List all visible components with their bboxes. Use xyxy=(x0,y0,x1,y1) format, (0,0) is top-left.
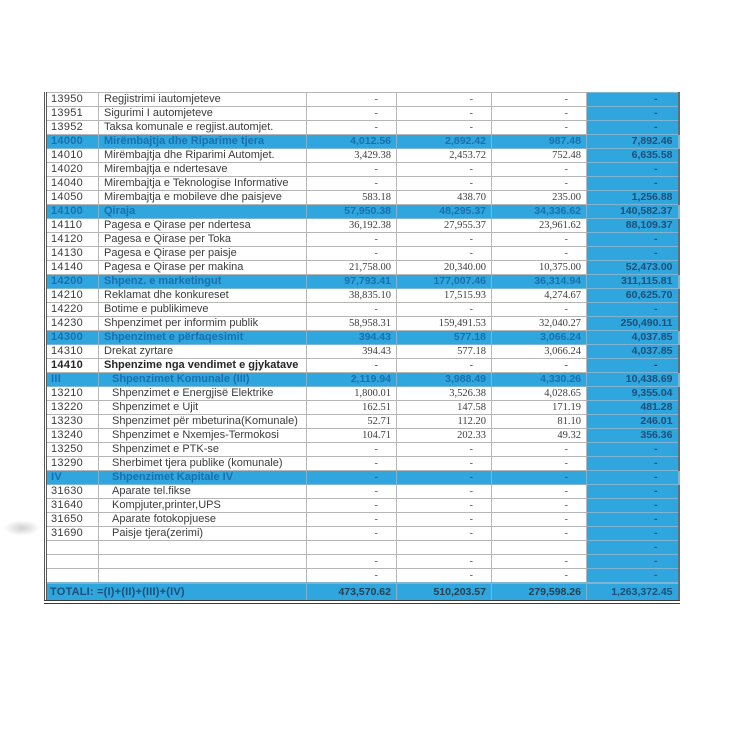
code-cell: 14310 xyxy=(46,345,99,359)
description-cell xyxy=(99,555,307,569)
value-cell-col2: 112.20 xyxy=(397,415,492,429)
value-cell-col1: 57,950.38 xyxy=(307,205,397,219)
code-cell xyxy=(46,569,99,584)
value-cell-col1: 1,800.01 xyxy=(307,387,397,401)
value-cell-col1: 583.18 xyxy=(307,191,397,205)
description-cell: Botime e publikimeve xyxy=(99,303,307,317)
value-cell-col3: - xyxy=(492,513,587,527)
table-row xyxy=(46,177,679,191)
value-cell-col3: 49.32 xyxy=(492,429,587,443)
value-cell-col1: - xyxy=(307,233,397,247)
code-cell: IV xyxy=(46,471,99,485)
value-cell-col3: 235.00 xyxy=(492,191,587,205)
value-cell-col1 xyxy=(307,541,397,555)
code-cell: 13230 xyxy=(46,415,99,429)
value-cell-col2 xyxy=(397,541,492,555)
code-cell: 14410 xyxy=(46,359,99,373)
table-row xyxy=(46,429,679,443)
description-cell: Shpenzimet per informim publik xyxy=(99,317,307,331)
value-cell-col2: - xyxy=(397,443,492,457)
code-cell: 14100 xyxy=(46,205,99,219)
code-cell: 14000 xyxy=(46,135,99,149)
description-cell: Mirëmbajtja dhe Riparimi Automjet. xyxy=(99,149,307,163)
total-cell: - xyxy=(587,121,679,135)
value-cell-col2: - xyxy=(397,359,492,373)
value-cell-col3: 3,066.24 xyxy=(492,345,587,359)
value-cell-col1: 162.51 xyxy=(307,401,397,415)
code-cell: 14050 xyxy=(46,191,99,205)
table-row xyxy=(46,135,679,149)
code-cell: 14230 xyxy=(46,317,99,331)
value-cell-col1: - xyxy=(307,457,397,471)
scan-smudge-artifact xyxy=(4,520,40,536)
value-cell-col1: 394.43 xyxy=(307,345,397,359)
table-row xyxy=(46,555,679,569)
value-cell-col1: - xyxy=(307,359,397,373)
value-cell-col3: - xyxy=(492,93,587,107)
description-cell: Reklamat dhe konkureset xyxy=(99,289,307,303)
total-cell: - xyxy=(587,93,679,107)
total-cell: - xyxy=(587,499,679,513)
code-cell: 14130 xyxy=(46,247,99,261)
total-cell: - xyxy=(587,569,679,584)
description-cell: Aparate fotokopjuese xyxy=(99,513,307,527)
value-cell-col2: 577.18 xyxy=(397,345,492,359)
description-cell: Pagesa e Qirase per ndertesa xyxy=(99,219,307,233)
value-cell-col1: - xyxy=(307,485,397,499)
value-cell-col3: - xyxy=(492,457,587,471)
table-row xyxy=(46,485,679,499)
value-cell-col1: - xyxy=(307,527,397,541)
value-cell-col3 xyxy=(492,541,587,555)
total-cell: 6,635.58 xyxy=(587,149,679,163)
value-cell-col3: - xyxy=(492,303,587,317)
value-cell-col3: 34,336.62 xyxy=(492,205,587,219)
total-cell: 7,892.46 xyxy=(587,135,679,149)
value-cell-col3: - xyxy=(492,471,587,485)
total-value-col2: 510,203.57 xyxy=(397,583,492,602)
table-row xyxy=(46,219,679,233)
table-row xyxy=(46,261,679,275)
total-cell: 60,625.70 xyxy=(587,289,679,303)
description-cell: Shpenzimet Kapitale IV xyxy=(99,471,307,485)
value-cell-col1: 38,835.10 xyxy=(307,289,397,303)
value-cell-col2: - xyxy=(397,93,492,107)
table-row xyxy=(46,373,679,387)
value-cell-col1: 52.71 xyxy=(307,415,397,429)
description-cell xyxy=(99,541,307,555)
table-row xyxy=(46,149,679,163)
total-cell: - xyxy=(587,527,679,541)
value-cell-col1: - xyxy=(307,471,397,485)
total-cell: - xyxy=(587,471,679,485)
description-cell: Mirembajtja e mobileve dhe paisjeve xyxy=(99,191,307,205)
value-cell-col1: 4,012.56 xyxy=(307,135,397,149)
code-cell: 31640 xyxy=(46,499,99,513)
value-cell-col1: 2,119.94 xyxy=(307,373,397,387)
description-cell: Shpenzimet e Ujit xyxy=(99,401,307,415)
value-cell-col2: - xyxy=(397,527,492,541)
total-value-col1: 473,570.62 xyxy=(307,583,397,602)
value-cell-col1: 3,429.38 xyxy=(307,149,397,163)
value-cell-col1: 21,758.00 xyxy=(307,261,397,275)
code-cell: 13220 xyxy=(46,401,99,415)
code-cell: 13950 xyxy=(46,93,99,107)
total-cell: 356.36 xyxy=(587,429,679,443)
value-cell-col2: - xyxy=(397,485,492,499)
value-cell-col2: 3,526.38 xyxy=(397,387,492,401)
total-cell: - xyxy=(587,359,679,373)
table-row xyxy=(46,247,679,261)
value-cell-col2: - xyxy=(397,499,492,513)
code-cell: 14110 xyxy=(46,219,99,233)
table-row xyxy=(46,387,679,401)
value-cell-col2: - xyxy=(397,121,492,135)
table-row xyxy=(46,93,679,107)
total-cell: 1,256.88 xyxy=(587,191,679,205)
value-cell-col3: - xyxy=(492,443,587,457)
code-cell: 31630 xyxy=(46,485,99,499)
value-cell-col3: - xyxy=(492,499,587,513)
total-cell: - xyxy=(587,233,679,247)
value-cell-col2: 177,007.46 xyxy=(397,275,492,289)
table-row xyxy=(46,569,679,584)
value-cell-col2: - xyxy=(397,569,492,584)
code-cell: 14040 xyxy=(46,177,99,191)
code-cell: 13951 xyxy=(46,107,99,121)
description-cell: Shpenzimet e Energjisë Elektrike xyxy=(99,387,307,401)
table-row xyxy=(46,317,679,331)
value-cell-col3: 4,330.26 xyxy=(492,373,587,387)
description-cell: Qiraja xyxy=(99,205,307,219)
total-row xyxy=(46,583,679,602)
description-cell: Pagesa e Qirase per makina xyxy=(99,261,307,275)
code-cell: 14140 xyxy=(46,261,99,275)
value-cell-col1: - xyxy=(307,163,397,177)
description-cell: Sigurimi I automjeteve xyxy=(99,107,307,121)
code-cell: 14220 xyxy=(46,303,99,317)
table-row xyxy=(46,289,679,303)
value-cell-col2: 2,892.42 xyxy=(397,135,492,149)
description-cell: Mirembajtja e ndertesave xyxy=(99,163,307,177)
table-row xyxy=(46,499,679,513)
table-row xyxy=(46,527,679,541)
total-cell: - xyxy=(587,443,679,457)
value-cell-col3: - xyxy=(492,163,587,177)
value-cell-col2: 3,988.49 xyxy=(397,373,492,387)
value-cell-col2: 438.70 xyxy=(397,191,492,205)
value-cell-col3: 3,066.24 xyxy=(492,331,587,345)
value-cell-col3: 32,040.27 xyxy=(492,317,587,331)
table-row xyxy=(46,303,679,317)
table-footer xyxy=(46,583,679,602)
value-cell-col3: - xyxy=(492,233,587,247)
table-row xyxy=(46,205,679,219)
value-cell-col3: 171.19 xyxy=(492,401,587,415)
table-row xyxy=(46,443,679,457)
value-cell-col2: - xyxy=(397,303,492,317)
value-cell-col3: 36,314.94 xyxy=(492,275,587,289)
value-cell-col2: 48,295.37 xyxy=(397,205,492,219)
value-cell-col1: - xyxy=(307,107,397,121)
table-row xyxy=(46,471,679,485)
value-cell-col1: 97,793.41 xyxy=(307,275,397,289)
description-cell: Kompjuter,printer,UPS xyxy=(99,499,307,513)
value-cell-col2: 577.18 xyxy=(397,331,492,345)
value-cell-col3: - xyxy=(492,569,587,584)
expense-spreadsheet xyxy=(44,92,680,604)
table-row xyxy=(46,331,679,345)
table-row xyxy=(46,107,679,121)
code-cell: 14200 xyxy=(46,275,99,289)
total-cell: 4,037.85 xyxy=(587,345,679,359)
value-cell-col1: - xyxy=(307,247,397,261)
value-cell-col1: 58,958.31 xyxy=(307,317,397,331)
value-cell-col2: - xyxy=(397,471,492,485)
total-cell: 88,109.37 xyxy=(587,219,679,233)
description-cell: Sherbimet tjera publike (komunale) xyxy=(99,457,307,471)
description-cell: Shpenzimet e PTK-se xyxy=(99,443,307,457)
description-cell: Shpenzimet e Nxemjes-Termokosi xyxy=(99,429,307,443)
total-cell: - xyxy=(587,303,679,317)
table-row xyxy=(46,345,679,359)
value-cell-col2: - xyxy=(397,163,492,177)
table-row xyxy=(46,191,679,205)
description-cell: Mirembajtja e Teknologise Informative xyxy=(99,177,307,191)
value-cell-col2: 147.58 xyxy=(397,401,492,415)
value-cell-col2: - xyxy=(397,513,492,527)
total-cell: 250,490.11 xyxy=(587,317,679,331)
description-cell: Drekat zyrtare xyxy=(99,345,307,359)
value-cell-col3: 4,274.67 xyxy=(492,289,587,303)
value-cell-col3: - xyxy=(492,555,587,569)
code-cell: 14120 xyxy=(46,233,99,247)
value-cell-col2: - xyxy=(397,247,492,261)
value-cell-col3: - xyxy=(492,177,587,191)
value-cell-col3: 10,375.00 xyxy=(492,261,587,275)
value-cell-col3: 987.48 xyxy=(492,135,587,149)
value-cell-col3: 81.10 xyxy=(492,415,587,429)
value-cell-col3: - xyxy=(492,247,587,261)
value-cell-col3: 23,961.62 xyxy=(492,219,587,233)
total-cell: - xyxy=(587,485,679,499)
total-cell: - xyxy=(587,247,679,261)
value-cell-col1: - xyxy=(307,121,397,135)
description-cell: Shpenz. e marketingut xyxy=(99,275,307,289)
code-cell xyxy=(46,541,99,555)
code-cell: III xyxy=(46,373,99,387)
value-cell-col2: - xyxy=(397,177,492,191)
value-cell-col3: - xyxy=(492,121,587,135)
code-cell: 13952 xyxy=(46,121,99,135)
total-cell: - xyxy=(587,513,679,527)
value-cell-col1: - xyxy=(307,303,397,317)
value-cell-col3: - xyxy=(492,107,587,121)
total-label: TOTALI: =(I)+(II)+(III)+(IV) xyxy=(46,583,307,602)
description-cell: Paisje tjera(zerimi) xyxy=(99,527,307,541)
code-cell: 14300 xyxy=(46,331,99,345)
description-cell: Mirëmbajtja dhe Riparime tjera xyxy=(99,135,307,149)
total-cell: - xyxy=(587,457,679,471)
description-cell: Shpenzimet Komunale (III) xyxy=(99,373,307,387)
value-cell-col2: - xyxy=(397,233,492,247)
total-cell: - xyxy=(587,555,679,569)
table-row xyxy=(46,457,679,471)
table-row xyxy=(46,163,679,177)
total-cell: 10,438.69 xyxy=(587,373,679,387)
value-cell-col1: - xyxy=(307,93,397,107)
total-cell: 52,473.00 xyxy=(587,261,679,275)
value-cell-col1: 104.71 xyxy=(307,429,397,443)
table-row xyxy=(46,233,679,247)
code-cell xyxy=(46,555,99,569)
value-cell-col3: - xyxy=(492,527,587,541)
total-cell: 481.28 xyxy=(587,401,679,415)
expense-table xyxy=(44,92,680,604)
description-cell: Shpenzime nga vendimet e gjykatave xyxy=(99,359,307,373)
code-cell: 13290 xyxy=(46,457,99,471)
total-cell: - xyxy=(587,177,679,191)
value-cell-col1: 394.43 xyxy=(307,331,397,345)
code-cell: 31650 xyxy=(46,513,99,527)
value-cell-col2: 27,955.37 xyxy=(397,219,492,233)
description-cell: Shpenzimet e përfaqesimit xyxy=(99,331,307,345)
code-cell: 31690 xyxy=(46,527,99,541)
total-cell: 246.01 xyxy=(587,415,679,429)
description-cell: Shpenzimet për mbeturina(Komunale) xyxy=(99,415,307,429)
value-cell-col2: 20,340.00 xyxy=(397,261,492,275)
description-cell: Pagesa e Qirase per paisje xyxy=(99,247,307,261)
value-cell-col2: 202.33 xyxy=(397,429,492,443)
total-cell: 9,355.04 xyxy=(587,387,679,401)
value-cell-col2: - xyxy=(397,107,492,121)
value-cell-col2: - xyxy=(397,555,492,569)
total-cell: 4,037.85 xyxy=(587,331,679,345)
code-cell: 13250 xyxy=(46,443,99,457)
value-cell-col2: - xyxy=(397,457,492,471)
value-cell-col1: - xyxy=(307,499,397,513)
code-cell: 14210 xyxy=(46,289,99,303)
value-cell-col3: 4,028.65 xyxy=(492,387,587,401)
value-cell-col1: - xyxy=(307,443,397,457)
description-cell: Pagesa e Qirase per Toka xyxy=(99,233,307,247)
value-cell-col3: - xyxy=(492,359,587,373)
code-cell: 14010 xyxy=(46,149,99,163)
table-row xyxy=(46,513,679,527)
value-cell-col1: - xyxy=(307,555,397,569)
value-cell-col2: 159,491.53 xyxy=(397,317,492,331)
grand-total-value: 1,263,372.45 xyxy=(587,583,679,602)
value-cell-col1: - xyxy=(307,513,397,527)
total-cell: - xyxy=(587,107,679,121)
table-row xyxy=(46,275,679,289)
table-row xyxy=(46,401,679,415)
description-cell: Regjistrimi iautomjeteve xyxy=(99,93,307,107)
table-body xyxy=(46,93,679,584)
table-row xyxy=(46,415,679,429)
value-cell-col1: 36,192.38 xyxy=(307,219,397,233)
total-cell: 140,582.37 xyxy=(587,205,679,219)
table-row xyxy=(46,121,679,135)
description-cell: Aparate tel.fikse xyxy=(99,485,307,499)
description-cell: Taksa komunale e regjist.automjet. xyxy=(99,121,307,135)
value-cell-col1: - xyxy=(307,177,397,191)
table-row xyxy=(46,359,679,373)
total-cell: 311,115.81 xyxy=(587,275,679,289)
total-cell: - xyxy=(587,163,679,177)
code-cell: 13210 xyxy=(46,387,99,401)
total-value-col3: 279,598.26 xyxy=(492,583,587,602)
table-row xyxy=(46,541,679,555)
total-cell: - xyxy=(587,541,679,555)
value-cell-col3: 752.48 xyxy=(492,149,587,163)
code-cell: 14020 xyxy=(46,163,99,177)
value-cell-col1: - xyxy=(307,569,397,584)
description-cell xyxy=(99,569,307,584)
value-cell-col3: - xyxy=(492,485,587,499)
value-cell-col2: 17,515.93 xyxy=(397,289,492,303)
code-cell: 13240 xyxy=(46,429,99,443)
value-cell-col2: 2,453.72 xyxy=(397,149,492,163)
